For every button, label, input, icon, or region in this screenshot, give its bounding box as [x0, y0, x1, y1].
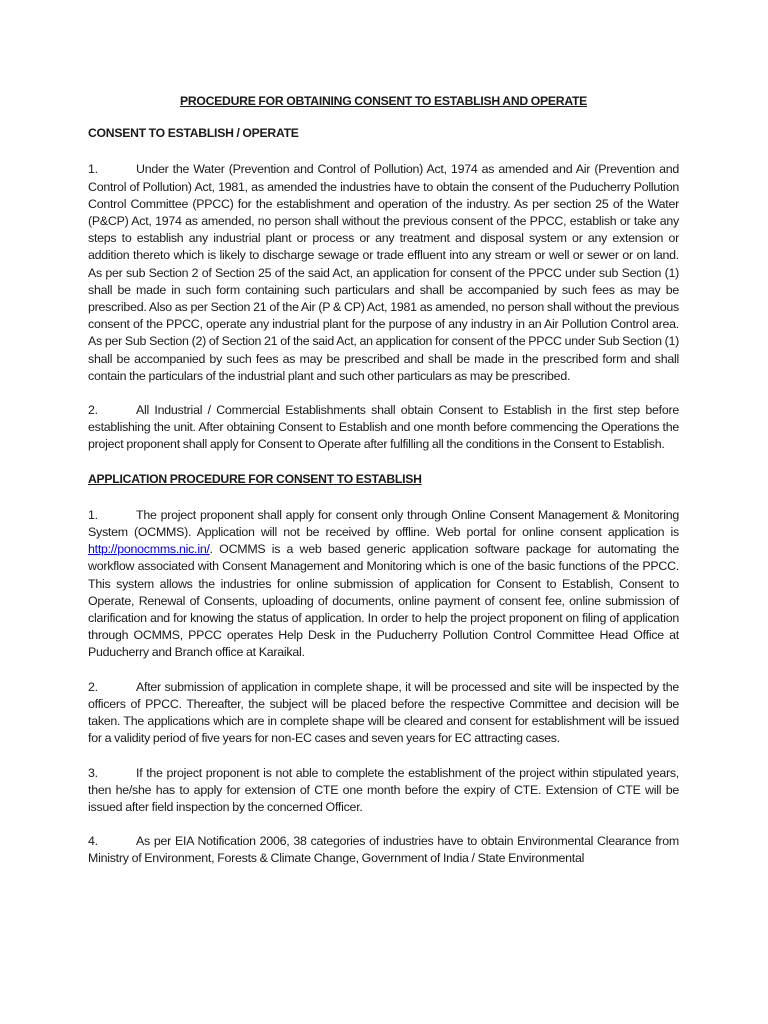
ocmms-portal-link[interactable]: http://ponocmms.nic.in/: [88, 542, 210, 557]
paragraph-2: [88, 402, 679, 454]
paragraph-number: 2.: [88, 679, 98, 694]
paragraph-text: As per EIA Notification 2006, 38 categories of industries have to obtain Environmental Clearance from Ministry of Environment, Forests & Climate Change, Government of India / State Environmental: [88, 834, 679, 866]
paragraph-number: 1.: [88, 507, 98, 522]
paragraph-number: 1.: [88, 162, 98, 177]
application-paragraph-3: [88, 765, 679, 817]
application-paragraph-1: [88, 507, 679, 662]
paragraph-text: All Industrial / Commercial Establishments shall obtain Consent to Establish in the first step before establishing the unit. After obtaining Consent to Establish and one month before commencing the Operations the project proponent shall apply for Consent to Operate after fulfilling all the conditions in the Consent to Establish.: [88, 403, 679, 452]
section-heading-consent: CONSENT TO ESTABLISH / OPERATE: [88, 126, 299, 141]
paragraph-number: 3.: [88, 765, 98, 780]
paragraph-text: If the project proponent is not able to complete the establishment of the project within stipulated years, then he/she has to apply for extension of CTE one month before the expiry of CTE. Extension of CTE will be issued after field inspection by the concerned Officer.: [88, 765, 679, 814]
paragraph-text: Under the Water (Prevention and Control of Pollution) Act, 1974 as amended and Air (Prevention and Control of Pollution) Act, 1981, as amended the industries have to obtain the consent of the Puducherry Pollution Control Committee (PPCC) for the establishment and operation of the industry. As per section 25 of the Water (P&CP) Act, 1974 as amended, no person shall without the previous consent of the PPCC, establish or take any steps to establish any industrial plant or process or any treatment and disposal system or any extension or addition thereto which is likely to discharge sewage or trade effluent into any stream or well or sewer or on land. As per sub Section 2 of Section 25 of the said Act, an application for consent of the PPCC under sub Section (1) shall be made in such form containing such particulars and shall be accompanied by such fees as may be prescribed. Also as per Section 21 of the Air (P & CP) Act, 1981 as amended, no person shall without the previous consent of the PPCC, operate any industrial plant for the purpose of any industry in an Air Pollution Control area. As per Sub Section (2) of Section 21 of the said Act, an application for consent of the PPCC under Sub Section (1) shall be accompanied by such fees as may be prescribed and shall be made in the prescribed form and shall contain the particulars of the industrial plant and such other particulars as may be prescribed.: [88, 162, 679, 383]
application-paragraph-4: [88, 833, 679, 867]
application-paragraph-2: [88, 679, 679, 748]
section-heading-application: APPLICATION PROCEDURE FOR CONSENT TO ESTABLISH: [88, 471, 422, 486]
paragraph-number: 4.: [88, 834, 98, 849]
paragraph-1: [88, 161, 679, 385]
paragraph-text: The project proponent shall apply for consent only through Online Consent Management & Monitoring System (OCMMS). Application will not be received by offline. Web portal for online consent application is: [88, 507, 679, 540]
document-title: PROCEDURE FOR OBTAINING CONSENT TO ESTABLISH AND OPERATE: [179, 94, 588, 108]
paragraph-text: . OCMMS is a web based generic application software package for automating the workflow associated with Consent Management and Monitoring which is one of the basic functions of the PPCC. This system allows the industries for online submission of application for Consent to Establish, Consent to Operate, Renewal of Consents, uploading of documents, online payment of consent fee, online submission of clarification and for knowing the status of application. In order to help the project proponent on filing of application through OCMMS, PPCC operates Help Desk in the Puducherry Pollution Control Committee Head Office at Puducherry and Branch office at Karaikal.: [88, 542, 679, 660]
paragraph-text: After submission of application in complete shape, it will be processed and site will be inspected by the officers of PPCC. Thereafter, the subject will be placed before the respective Committee and decision will be taken. The applications which are in complete shape will be cleared and consent for establishment will be issued for a validity period of five years for non-EC cases and seven years for EC attracting cases.: [88, 679, 679, 746]
paragraph-number: 2.: [88, 403, 98, 418]
